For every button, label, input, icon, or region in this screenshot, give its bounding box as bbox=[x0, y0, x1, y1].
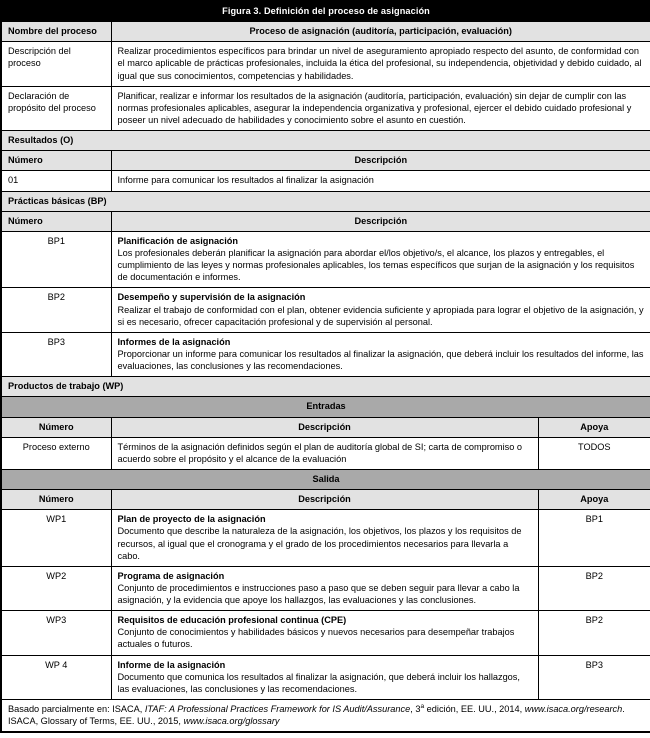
outputs-band-label: Salida bbox=[1, 469, 650, 489]
inputs-column-header-row bbox=[1, 417, 650, 437]
output-lead: Requisitos de educación profesional continua (CPE) bbox=[117, 615, 347, 626]
source-note-link-research[interactable]: www.isaca.org/research bbox=[524, 704, 623, 715]
input-descripcion: Términos de la asignación definidos según el plan de auditoría global de SI; carta de compromiso o acuerdo sobre el propósito y el alcance de la evaluación bbox=[111, 437, 538, 469]
bp-numero: BP2 bbox=[1, 288, 111, 332]
outcome-descripcion: Informe para comunicar los resultados al finalizar la asignación bbox=[111, 171, 650, 191]
output-apoya: BP1 bbox=[538, 510, 650, 567]
input-apoya: TODOS bbox=[538, 437, 650, 469]
source-note-part3: edición, EE. UU., 2014, bbox=[424, 704, 525, 715]
figure-title: Figura 3. Definición del proceso de asignación bbox=[1, 1, 650, 22]
bp-lead: Planificación de asignación bbox=[117, 235, 238, 246]
bp-col-numero: Número bbox=[1, 211, 111, 231]
base-practices-section-label: Prácticas básicas (BP) bbox=[1, 191, 650, 211]
bp-description-cell bbox=[111, 332, 650, 376]
source-note-part1: Basado parcialmente en: ISACA, bbox=[8, 704, 145, 715]
work-products-section-row bbox=[1, 377, 650, 397]
process-name-label: Nombre del proceso bbox=[1, 22, 111, 42]
output-apoya: BP3 bbox=[538, 655, 650, 699]
outputs-col-numero: Número bbox=[1, 490, 111, 510]
source-note-part4: . ISACA, Glossary of Terms, EE. UU., 2015, bbox=[8, 704, 625, 727]
bp-lead: Desempeño y supervisión de la asignación bbox=[117, 292, 306, 303]
inputs-band-row bbox=[1, 397, 650, 417]
outcome-numero: 01 bbox=[1, 171, 111, 191]
bp-text: Proporcionar un informe para comunicar los resultados al finalizar la asignación, que deberá incluir los resultados del informe, las evaluaciones, las conclusiones y las recomendaciones. bbox=[117, 348, 644, 372]
outputs-col-apoya: Apoya bbox=[538, 490, 650, 510]
output-numero: WP 4 bbox=[1, 655, 111, 699]
table-row bbox=[1, 611, 650, 655]
source-note-italic-title: ITAF: A Professional Practices Framework for IS Audit/Assurance bbox=[144, 704, 411, 715]
table-row bbox=[1, 332, 650, 376]
table-row bbox=[1, 86, 650, 130]
output-text: Conjunto de procedimientos e instrucciones paso a paso que se deben seguir para llevar a cabo la asignación, y la evidencia que apoye los hallazgos, las evaluaciones y las conclusiones. bbox=[117, 582, 520, 606]
output-text: Documento que describe la naturaleza de la asignación, los objetivos, los plazos y los requisitos de recursos, al igual que el cronograma y el grado de los procedimientos necesarios para llevarla a cabo. bbox=[117, 526, 522, 561]
source-note-ordinal-sup: a bbox=[420, 702, 425, 710]
table-row bbox=[1, 42, 650, 86]
table-row bbox=[1, 171, 650, 191]
source-note-row bbox=[1, 700, 650, 733]
bp-description-cell bbox=[111, 288, 650, 332]
output-text: Conjunto de conocimientos y habilidades básicos y nuevos necesarios para desempeñar trabajos actuales o futuros. bbox=[117, 627, 515, 650]
table-row bbox=[1, 510, 650, 567]
output-lead: Plan de proyecto de la asignación bbox=[117, 514, 266, 525]
output-numero: WP3 bbox=[1, 611, 111, 655]
outputs-column-header-row bbox=[1, 490, 650, 510]
process-description-text: Realizar procedimientos específicos para brindar un nivel de aseguramiento apropiado respecto del asunto, de conformidad con el marco aplicable de prácticas profesionales, incluida la ética del profesional, su independencia, objetividad y debido cuidado, al igual que sus conocimientos, competencias y habilidades. bbox=[111, 42, 650, 86]
bp-col-descripcion: Descripción bbox=[111, 211, 650, 231]
bp-text: Los profesionales deberán planificar la asignación para abordar el/los objetivo/s, el alcance, los plazos y entregables, el cumplimiento de las leyes y normas profesionales aplicables, los temas específicos que surjan de la asignación y los requisitos de documentación e informes. bbox=[117, 247, 635, 283]
table-row bbox=[1, 231, 650, 288]
output-description-cell bbox=[111, 566, 538, 610]
table-row bbox=[1, 655, 650, 699]
source-note bbox=[1, 700, 650, 733]
source-note-link-glossary[interactable]: www.isaca.org/glossary bbox=[183, 716, 280, 727]
process-name-value: Proceso de asignación (auditoría, participación, evaluación) bbox=[111, 22, 650, 42]
bp-description-cell bbox=[111, 231, 650, 288]
table-title-row bbox=[1, 1, 650, 22]
inputs-col-apoya: Apoya bbox=[538, 417, 650, 437]
output-description-cell bbox=[111, 655, 538, 699]
output-lead: Programa de asignación bbox=[117, 570, 225, 581]
process-description-label: Descripción del proceso bbox=[1, 42, 111, 86]
output-description-cell bbox=[111, 510, 538, 567]
output-numero: WP2 bbox=[1, 566, 111, 610]
process-purpose-label: Declaración de propósito del proceso bbox=[1, 86, 111, 130]
output-lead: Informe de la asignación bbox=[117, 659, 226, 670]
table-row bbox=[1, 288, 650, 332]
inputs-band-label: Entradas bbox=[1, 397, 650, 417]
outcomes-section-row bbox=[1, 131, 650, 151]
outputs-col-descripcion: Descripción bbox=[111, 490, 538, 510]
process-name-header-row bbox=[1, 22, 650, 42]
output-numero: WP1 bbox=[1, 510, 111, 567]
table-row bbox=[1, 437, 650, 469]
output-text: Documento que comunica los resultados al finalizar la asignación, que deberá incluir los hallazgos, las evaluaciones, las conclusiones y las recomendaciones. bbox=[117, 671, 520, 694]
base-practices-column-header-row bbox=[1, 211, 650, 231]
output-description-cell bbox=[111, 611, 538, 655]
source-note-part2: , 3 bbox=[410, 704, 421, 715]
bp-text: Realizar el trabajo de conformidad con el plan, obtener evidencia suficiente y apropiada para lograr el objetivo de la asignación, y si es necesario, ofrecer capacitación profesional y de supervisión al personal. bbox=[117, 304, 644, 327]
bp-numero: BP3 bbox=[1, 332, 111, 376]
table-row bbox=[1, 566, 650, 610]
process-purpose-text: Planificar, realizar e informar los resultados de la asignación (auditoría, participación, evaluación) sin dejar de cumplir con las normas profesionales aplicables, asegurar la independencia organizativa y profesional, ejercer el debido cuidado profesional y poseer un nivel adecuado de habilidades y conocimiento sobre el asunto en cuestión. bbox=[111, 86, 650, 130]
outputs-band-row bbox=[1, 469, 650, 489]
bp-numero: BP1 bbox=[1, 231, 111, 288]
output-apoya: BP2 bbox=[538, 611, 650, 655]
outcomes-col-descripcion: Descripción bbox=[111, 151, 650, 171]
base-practices-section-row bbox=[1, 191, 650, 211]
outcomes-section-label: Resultados (O) bbox=[1, 131, 650, 151]
outcomes-col-numero: Número bbox=[1, 151, 111, 171]
input-numero: Proceso externo bbox=[1, 437, 111, 469]
work-products-section-label: Productos de trabajo (WP) bbox=[1, 377, 650, 397]
output-apoya: BP2 bbox=[538, 566, 650, 610]
outcomes-column-header-row bbox=[1, 151, 650, 171]
bp-lead: Informes de la asignación bbox=[117, 336, 231, 347]
inputs-col-descripcion: Descripción bbox=[111, 417, 538, 437]
inputs-col-numero: Número bbox=[1, 417, 111, 437]
